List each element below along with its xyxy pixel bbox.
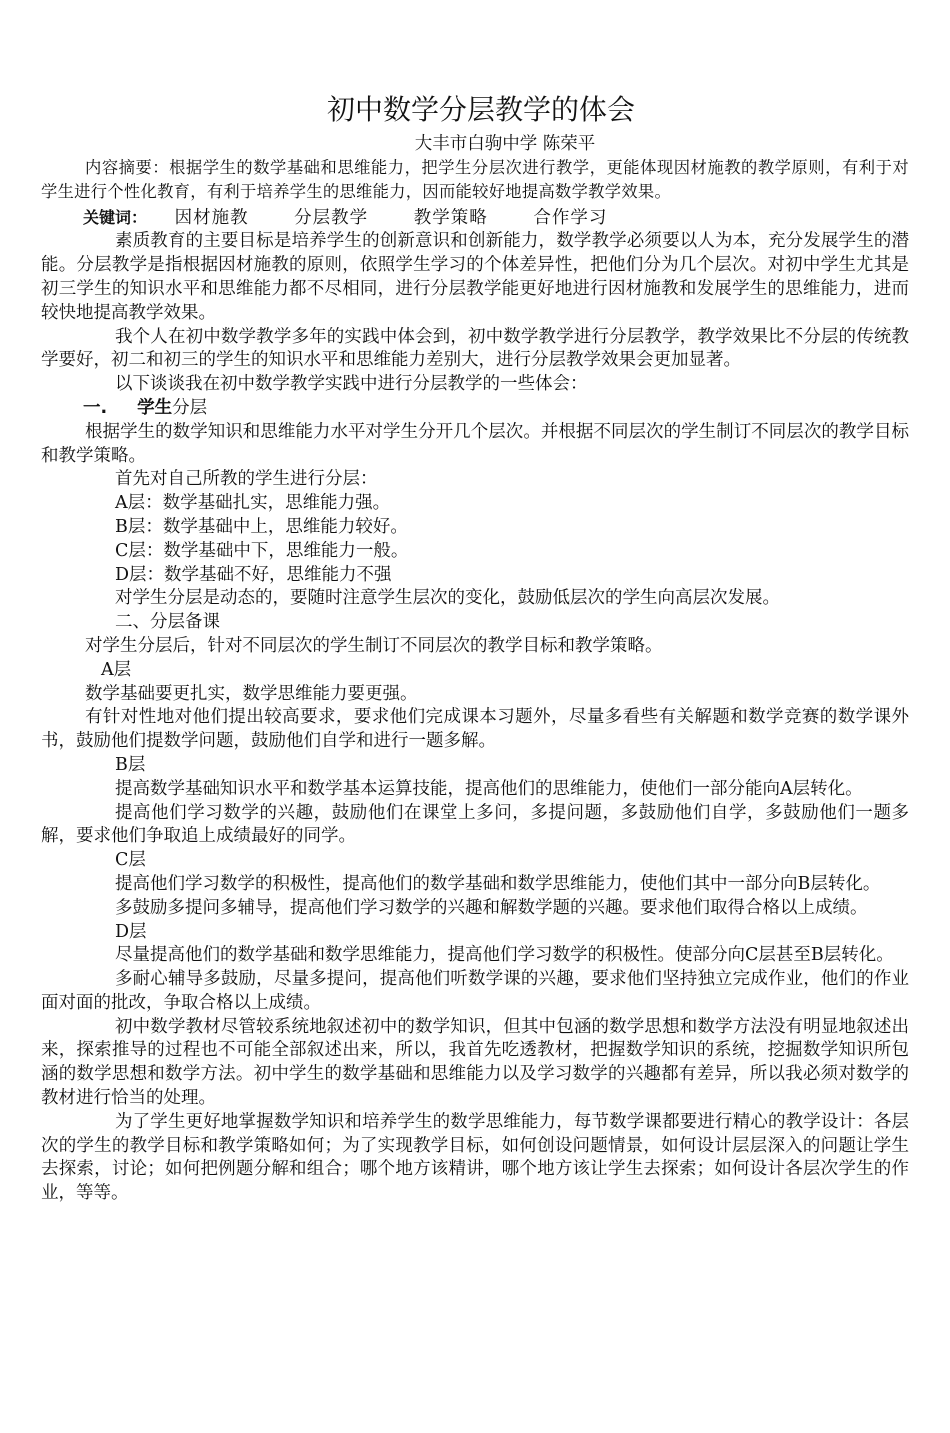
level-item: B层：数学基础中上，思维能力较好。 bbox=[115, 516, 408, 537]
keyword-item: 分层教学 bbox=[294, 207, 369, 228]
level-label: C层 bbox=[115, 850, 146, 871]
keyword-item: 教学策略 bbox=[413, 207, 488, 228]
level-item: A层：数学基础扎实，思维能力强。 bbox=[115, 493, 391, 514]
intro-paragraph: 素质教育的主要目标是培养学生的创新意识和创新能力，数学教学必须要以人为本，充分发展学生的潜能。分层教学是指根据因材施教的原则，依照学生学习的个体差异性，把他们分为几个层次。对初中学生尤其是初三学生的知识水平和思维能力都不尽相同，进行分层教学能更好地进行因材施教和发展学生的思维能力，进而较快地提高教学效果。 bbox=[41, 231, 909, 323]
intro-paragraph: 以下谈谈我在初中数学教学实践中进行分层教学的一些体会： bbox=[115, 374, 588, 395]
section-paragraph: 多耐心辅导多鼓励，尽量多提问，提高他们听数学课的兴趣，要求他们坚持独立完成作业，他们的作业面对面的批改，争取合格以上成绩。 bbox=[41, 969, 909, 1013]
section-paragraph: 初中数学教材尽管较系统地叙述初中的数学知识，但其中包涵的数学思想和数学方法没有明显地叙述出来，探索推导的过程也不可能全部叙述出来，所以，我首先吃透教材，把握数学知识的系统，挖掘数学知识所包涵的数学思想和数学方法。初中学生的数学基础和思维能力以及学习数学的兴趣都有差异，所以我必须对数学的教材进行恰当的处理。 bbox=[41, 1016, 909, 1109]
document-author: 大丰市白驹中学 陈荣平 bbox=[414, 134, 596, 154]
level-label: D层 bbox=[115, 921, 147, 942]
keyword-item: 因材施教 bbox=[174, 207, 249, 228]
section-paragraph: 有针对性地对他们提出较高要求，要求他们完成课本习题外，尽量多看些有关解题和数学竞赛的数学课外书，鼓励他们提数学问题，鼓励他们自学和进行一题多解。 bbox=[41, 707, 909, 752]
level-item: D层：数学基础不好，思维能力不强 bbox=[115, 564, 392, 585]
section-paragraph: 首先对自己所教的学生进行分层： bbox=[115, 469, 378, 490]
section-paragraph: 提高数学基础知识水平和数学基本运算技能，提高他们的思维能力，使他们一部分能向A层转化。 bbox=[115, 778, 863, 799]
section-heading-rest: 分层 bbox=[172, 397, 208, 418]
section-number: 一. bbox=[83, 397, 108, 418]
level-label: A层 bbox=[101, 659, 132, 680]
section-paragraph: 提高他们学习数学的积极性，提高他们的数学基础和数学思维能力，使他们其中一部分向B层转化。 bbox=[115, 873, 881, 894]
document-title: 初中数学分层教学的体会 bbox=[326, 93, 635, 126]
section-paragraph: 对学生分层后，针对不同层次的学生制订不同层次的教学目标和教学策略。 bbox=[85, 635, 663, 656]
section-paragraph: 根据学生的数学知识和思维能力水平对学生分开几个层次。并根据不同层次的学生制订不同层次的教学目标和教学策略。 bbox=[41, 421, 909, 466]
section-paragraph: 提高他们学习数学的兴趣，鼓励他们在课堂上多问，多提问题，多鼓励他们自学，多鼓励他们一题多解，要求他们争取追上成绩最好的同学。 bbox=[41, 802, 909, 847]
section-heading-1 bbox=[41, 397, 909, 421]
section-heading-2: 二、分层备课 bbox=[115, 612, 220, 633]
section-paragraph: 尽量提高他们的数学基础和数学思维能力，提高他们学习数学的积极性。使部分向C层甚至B层转化。 bbox=[115, 945, 894, 966]
level-label: B层 bbox=[115, 754, 146, 775]
abstract-paragraph: 内容摘要：根据学生的数学基础和思维能力，把学生分层次进行教学，更能体现因材施教的教学原则，有利于对学生进行个性化教育，有利于培养学生的思维能力，因而能较好地提高数学教学效果。 bbox=[41, 158, 909, 201]
intro-paragraph: 我个人在初中数学教学多年的实践中体会到，初中数学教学进行分层教学，教学效果比不分层的传统教学要好，初二和初三的学生的知识水平和思维能力差别大，进行分层教学效果会更加显著。 bbox=[41, 326, 909, 371]
section-paragraph: 对学生分层是动态的，要随时注意学生层次的变化，鼓励低层次的学生向高层次发展。 bbox=[115, 588, 780, 609]
section-heading-bold: 学生 bbox=[137, 397, 173, 418]
level-item: C层：数学基础中下，思维能力一般。 bbox=[115, 540, 409, 561]
keywords-label: 关键词： bbox=[83, 207, 148, 227]
section-paragraph: 为了学生更好地掌握数学知识和培养学生的数学思维能力，每节数学课都要进行精心的教学设计：各层次的学生的教学目标和教学策略如何；为了实现教学目标，如何创设问题情景，如何设计层层深入的问题让学生去探索，讨论；如何把例题分解和组合；哪个地方该精讲，哪个地方该让学生去探索；如何设计各层次学生的作业，等等。 bbox=[41, 1111, 909, 1204]
keywords-line bbox=[41, 206, 909, 231]
section-paragraph: 多鼓励多提问多辅导，提高他们学习数学的兴趣和解数学题的兴趣。要求他们取得合格以上成绩。 bbox=[115, 897, 868, 918]
document-page bbox=[41, 88, 909, 1206]
keyword-item: 合作学习 bbox=[533, 207, 608, 228]
section-paragraph: 数学基础要更扎实，数学思维能力要更强。 bbox=[85, 683, 418, 704]
